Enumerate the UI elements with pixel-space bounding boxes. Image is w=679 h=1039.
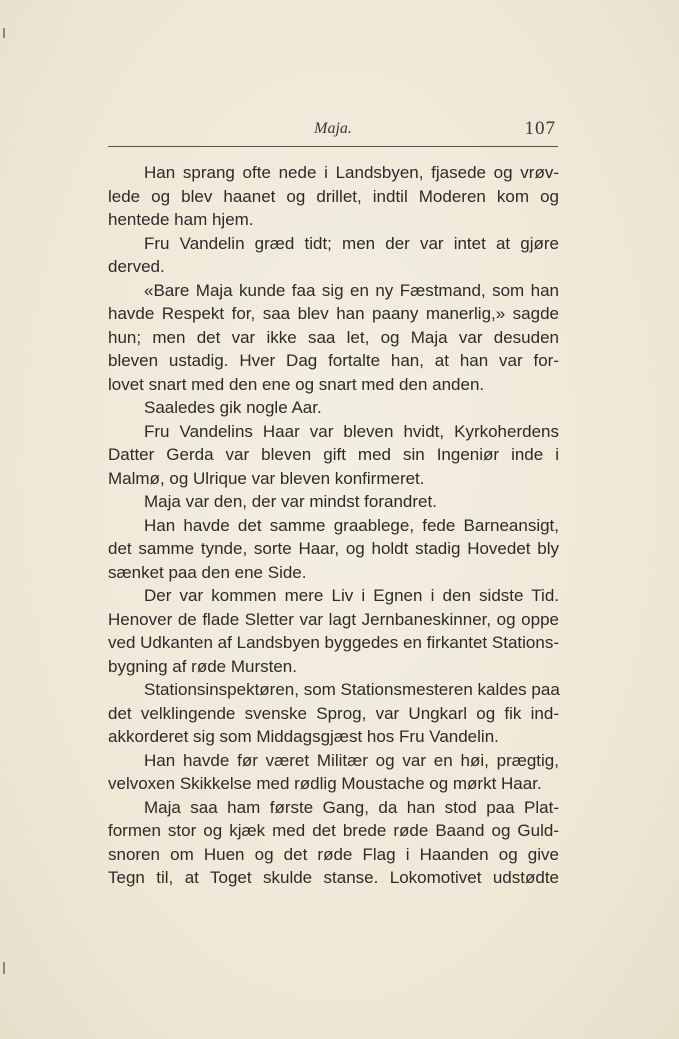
text-line: Fru Vandelins Haar var bleven hvidt, Kyrkoherdens (144, 421, 559, 441)
text-line: lede og blev haanet og drillet, indtil Moderen kom og (108, 186, 559, 206)
margin-mark-top (3, 28, 5, 38)
text-line: bygning af røde Mursten. (108, 656, 297, 676)
text-line: lovet snart med den ene og snart med den anden. (108, 374, 485, 394)
text-line: akkorderet sig som Middagsgjæst hos Fru Vandelin. (108, 727, 499, 746)
text-line: snoren om Huen og det røde Flag i Haanden og give (108, 844, 559, 864)
text-line: ved Udkanten af Landsbyen byggedes en firkantet Stations- (108, 633, 559, 652)
text-line: Der var kommen mere Liv i Egnen i den sidste Tid. (144, 586, 559, 605)
margin-mark-bottom (3, 962, 5, 974)
text-line: det velklingende svenske Sprog, var Ungkarl og fik ind- (108, 703, 559, 723)
text-line: Malmø, og Ulrique var bleven konfirmeret. (108, 468, 425, 488)
page-number: 107 (524, 118, 556, 139)
text-line: Han havde før været Militær og var en høi, prægtig, (144, 750, 559, 770)
text-line: velvoxen Skikkelse med rødlig Moustache og mørkt Haar. (108, 774, 542, 793)
text-line: Tegn til, at Toget skulde stanse. Lokomotivet udstødte (108, 868, 559, 887)
text-line: formen stor og kjæk med det brede røde Baand og Guld- (108, 821, 559, 840)
text-line: det samme tynde, sorte Haar, og holdt stadig Hovedet bly (108, 539, 559, 558)
text-line: hentede ham hjem. (108, 210, 254, 229)
text-line: Maja saa ham første Gang, da han stod paa Plat- (144, 797, 559, 817)
text-line: Han sprang ofte nede i Landsbyen, fjasede og vrøv- (144, 163, 559, 182)
text-line: sænket paa den ene Side. (108, 562, 307, 582)
text-line: Datter Gerda var bleven gift med sin Ingeniør inde i (108, 445, 559, 464)
text-line: Fru Vandelin græd tidt; men der var intet at gjøre (144, 233, 559, 253)
body-text (108, 161, 559, 890)
text-line: hun; men det var ikke saa let, og Maja var desuden (108, 327, 559, 347)
running-head (108, 118, 558, 147)
text-line: Han havde det samme graablege, fede Barneansigt, (144, 515, 559, 535)
text-line: Saaledes gik nogle Aar. (144, 398, 322, 417)
text-line: Maja var den, der var mindst forandret. (144, 492, 437, 511)
text-line: «Bare Maja kunde faa sig en ny Fæstmand, som han (144, 280, 559, 300)
text-line: derved. (108, 257, 165, 276)
text-line: Henover de flade Sletter var lagt Jernbaneskinner, og oppe (108, 609, 559, 629)
running-title: Maja. (314, 120, 352, 137)
text-line: bleven ustadig. Hver Dag fortalte han, at han var for- (108, 351, 559, 370)
text-line: havde Respekt for, saa blev han paany manerlig,» sagde (108, 304, 559, 323)
text-line: Stationsinspektøren, som Stationsmesteren kaldes paa (144, 680, 560, 699)
